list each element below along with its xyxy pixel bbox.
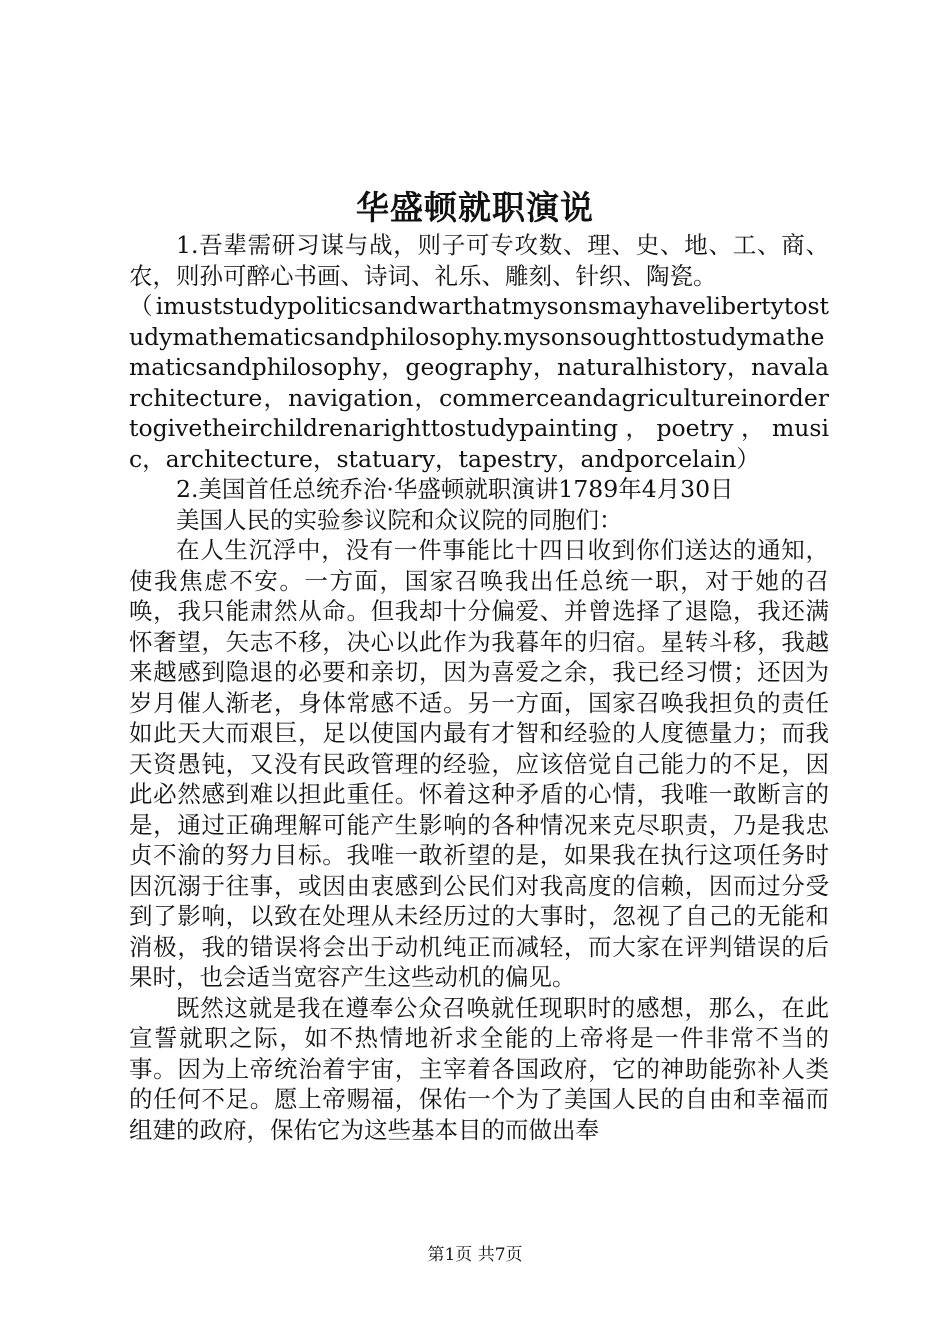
paragraph-speech-1: 在人生沉浮中，没有一件事能比十四日收到你们送达的通知，使我焦虑不安。一方面，国家召唤我出任总统一职，对于她的召唤，我只能肃然从命。但我却十分偏爱、并曾选择了退隐，我还满怀奢望，矢志不移，决心以此作为我暮年的归宿。星转斗移，我越来越感到隐退的必要和亲切，因为喜爱之余，我已经习惯；还因为岁月催人渐老，身体常感不适。另一方面，国家召唤我担负的责任如此天大而艰巨，足以使国内最有才智和经验的人度德量力；而我天资愚钝，又没有民政管理的经验，应该倍觉自己能力的不足，因此必然感到难以担此重任。怀着这种矛盾的心情，我唯一敢断言的是，通过正确理解可能产生影响的各种情况来克尽职责，乃是我忠贞不渝的努力目标。我唯一敢祈望的是，如果我在执行这项任务时因沉溺于往事，或因由衷感到公民们对我高度的信赖，因而过分受到了影响，以致在处理从未经历过的大事时，忽视了自己的无能和消极，我的错误将会出于动机纯正而减轻，而大家在评判错误的后果时，也会适当宽容产生这些动机的偏见。 [129, 536, 829, 991]
paragraph-2-heading: 2.美国首任总统乔治·华盛顿就职演讲1789年4月30日 [176, 475, 734, 503]
page-footer: 第1页 共7页 [427, 1245, 523, 1265]
page-title: 华盛顿就职演说 [356, 188, 594, 227]
paragraph-speech-2: 既然这就是我在遵奉公众召唤就任现职时的感想，那么，在此宣誓就职之际，如不热情地祈求全能的上帝将是一件非常不当的事。因为上帝统治着宇宙，主宰着各国政府，它的神助能弥补人类的任何不足。愿上帝赐福，保佑一个为了美国人民的自由和幸福而组建的政府，保佑它为这些基本目的而做出奉 [129, 993, 829, 1144]
paragraph-english-translation: （imuststudypoliticsandwarthatmysonsmayhavelibertytostudymathematicsandphilosophy.mysonsoughttostudymathematicsandphilosophy，geography，naturalhistory，navalarchitecture，navigation，commerceandagricultureinordertogivetheirchildrenarighttostudypainting，poetry，music，architecture，statuary，tapestry，andporcelain） [129, 292, 829, 473]
salutation: 美国人民的实验参议院和众议院的同胞们： [176, 505, 623, 534]
paragraph-1: 1.吾辈需研习谋与战，则子可专攻数、理、史、地、工、商、农，则孙可醉心书画、诗词、礼乐、雕刻、针织、陶瓷。 [129, 231, 829, 290]
document-body [129, 230, 829, 1145]
